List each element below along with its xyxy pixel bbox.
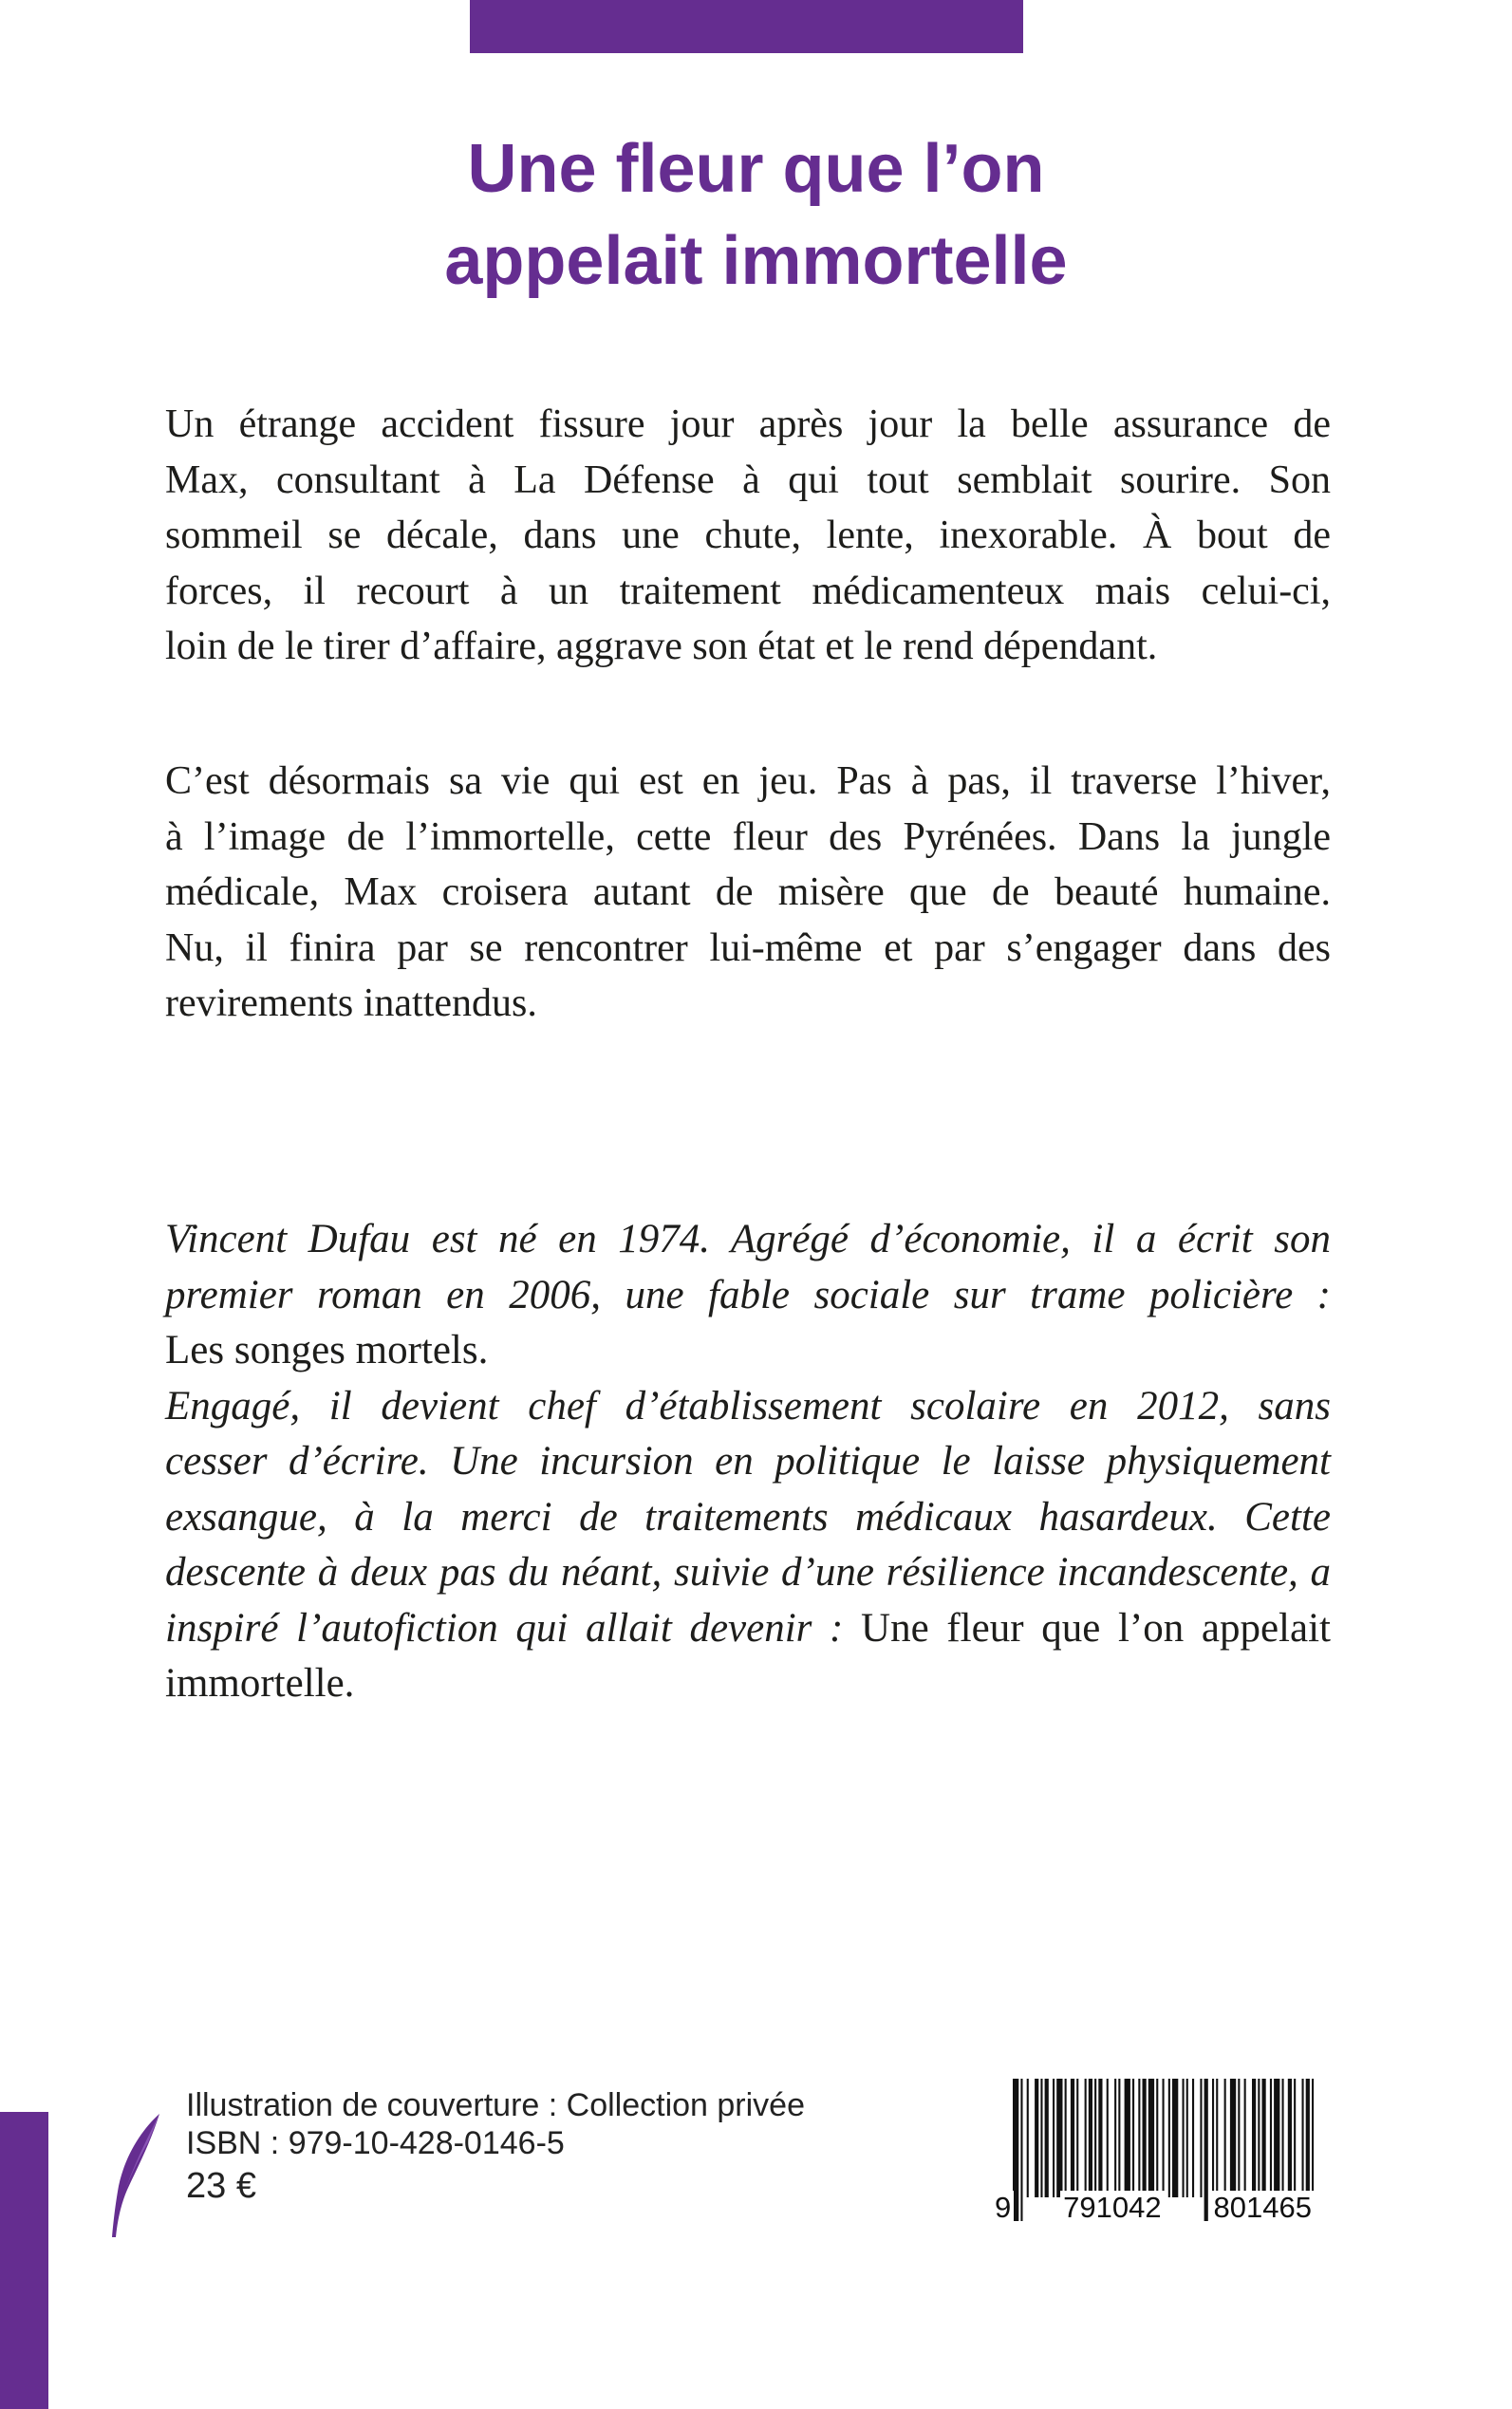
barcode-bar xyxy=(1094,2079,1096,2197)
barcode-bar xyxy=(1027,2079,1029,2197)
bio-line: exsangue, à la merci de traitements médicaux hasardeux. Cette xyxy=(165,1494,1331,1540)
barcode-bar xyxy=(1089,2079,1092,2197)
synopsis-paragraph-1 xyxy=(165,397,1331,675)
bio-line-italic-part: inspiré l’autofiction qui allait devenir : xyxy=(165,1605,862,1651)
barcode-bar xyxy=(1107,2079,1109,2197)
barcode-bar xyxy=(1258,2079,1260,2197)
barcode-bar xyxy=(1118,2079,1120,2197)
barcode-bar xyxy=(1163,2079,1165,2197)
barcode-bar xyxy=(1172,2079,1178,2197)
barcode-bar xyxy=(1224,2079,1226,2197)
barcode-bar xyxy=(1114,2079,1116,2197)
barcode-bar xyxy=(1192,2079,1194,2197)
author-bio xyxy=(165,1212,1331,1712)
barcode-bar xyxy=(1216,2079,1218,2197)
bio-line: Vincent Dufau est né en 1974. Agrégé d’économie, il a écrit son xyxy=(165,1217,1331,1261)
barcode-bar xyxy=(1282,2079,1284,2197)
synopsis-line: Nu, il finira par se rencontrer lui-même et par s’engager dans des xyxy=(165,925,1331,970)
top-accent-bar xyxy=(470,0,1023,53)
barcode-bar xyxy=(1076,2079,1078,2197)
bio-book-title: Les songes mortels. xyxy=(165,1328,489,1373)
illustration-credit: Illustration de couverture : Collection privée xyxy=(186,2087,805,2123)
side-accent-bar xyxy=(0,2112,48,2409)
synopsis-line: C’est désormais sa vie qui est en jeu. Pas à pas, il traverse l’hiver, xyxy=(165,759,1331,803)
synopsis-paragraph-2 xyxy=(165,754,1331,1032)
price-label: 23 € xyxy=(186,2166,256,2206)
isbn-text: ISBN : 979-10-428-0146-5 xyxy=(186,2125,565,2161)
feather-icon xyxy=(104,2112,161,2240)
barcode-bar xyxy=(1098,2079,1102,2197)
barcode-bar xyxy=(1294,2079,1296,2197)
barcode-bar xyxy=(1071,2079,1074,2197)
bio-line: descente à deux pas du néant, suivie d’une résilience incandescente, a xyxy=(165,1550,1331,1595)
bio-line-mixed xyxy=(165,1601,1331,1657)
barcode-bar xyxy=(1230,2079,1236,2197)
synopsis-line: Un étrange accident fissure jour après jour la belle assurance de xyxy=(165,402,1331,446)
barcode-bar xyxy=(1156,2079,1158,2197)
bio-line: Engagé, il devient chef d’établissement scolaire en 2012, sans xyxy=(165,1383,1331,1429)
bio-line: cesser d’écrire. Une incursion en politique le laisse physiquement xyxy=(165,1439,1331,1484)
barcode-bar xyxy=(1302,2079,1304,2197)
barcode-bar xyxy=(1065,2079,1067,2197)
synopsis-line: médicale, Max croisera autant de misère que de beauté humaine. xyxy=(165,870,1331,914)
synopsis-line: revirements inattendus. xyxy=(165,981,537,1025)
barcode-bar xyxy=(1183,2079,1185,2197)
barcode-bar xyxy=(1125,2079,1130,2197)
book-title-line-2: appelait immortelle xyxy=(444,223,1068,299)
synopsis-line: forces, il recourt à un traitement médicamenteux mais celui-ci, xyxy=(165,569,1331,613)
barcode-bar xyxy=(1138,2079,1140,2197)
book-title xyxy=(142,123,1370,308)
barcode-bar xyxy=(1288,2079,1292,2197)
barcode-digits xyxy=(992,2191,1315,2225)
bio-line: premier roman en 2006, une fable sociale sur trame policière : xyxy=(165,1272,1331,1317)
synopsis-line: à l’image de l’immortelle, cette fleur des Pyrénées. Dans la jungle xyxy=(165,814,1331,859)
barcode-bar xyxy=(1132,2079,1134,2197)
barcode-bar xyxy=(1143,2079,1147,2197)
synopsis-line: sommeil se décale, dans une chute, lente, inexorable. À bout de xyxy=(165,514,1331,557)
barcode-bar xyxy=(1252,2079,1256,2197)
barcode-bar xyxy=(1274,2079,1279,2197)
barcode-bar xyxy=(1045,2079,1049,2197)
barcode-bar xyxy=(1238,2079,1240,2197)
barcode-bar xyxy=(1186,2079,1188,2197)
barcode-bar xyxy=(1056,2079,1062,2197)
barcode-bar xyxy=(1270,2079,1272,2197)
barcode-bar xyxy=(1085,2079,1087,2197)
barcode-digit-first: 9 xyxy=(992,2191,1014,2225)
barcode-bar xyxy=(1040,2079,1042,2197)
synopsis-line: Max, consultant à La Défense à qui tout semblait sourire. Son xyxy=(165,458,1331,502)
barcode-digit-group-1: 791042 xyxy=(1060,2191,1164,2225)
bio-book-title: immortelle. xyxy=(165,1661,355,1706)
bio-book-title: Une fleur que l’on appelait xyxy=(861,1605,1331,1651)
barcode-digit-group-2: 801465 xyxy=(1211,2191,1315,2225)
credits-block xyxy=(186,2086,805,2210)
barcode-bar xyxy=(1244,2079,1246,2197)
barcode-bar xyxy=(1200,2079,1202,2197)
book-title-line-1: Une fleur que l’on xyxy=(467,131,1045,207)
barcode-bar xyxy=(1148,2079,1154,2197)
synopsis-line: loin de le tirer d’affaire, aggrave son état et le rend dépendant. xyxy=(165,625,1158,668)
barcode-bar xyxy=(1262,2079,1266,2197)
barcode-bar xyxy=(1168,2079,1170,2197)
barcode-bar xyxy=(1053,2079,1055,2197)
barcode-bar xyxy=(1035,2079,1038,2197)
barcode-bar xyxy=(1212,2079,1214,2197)
